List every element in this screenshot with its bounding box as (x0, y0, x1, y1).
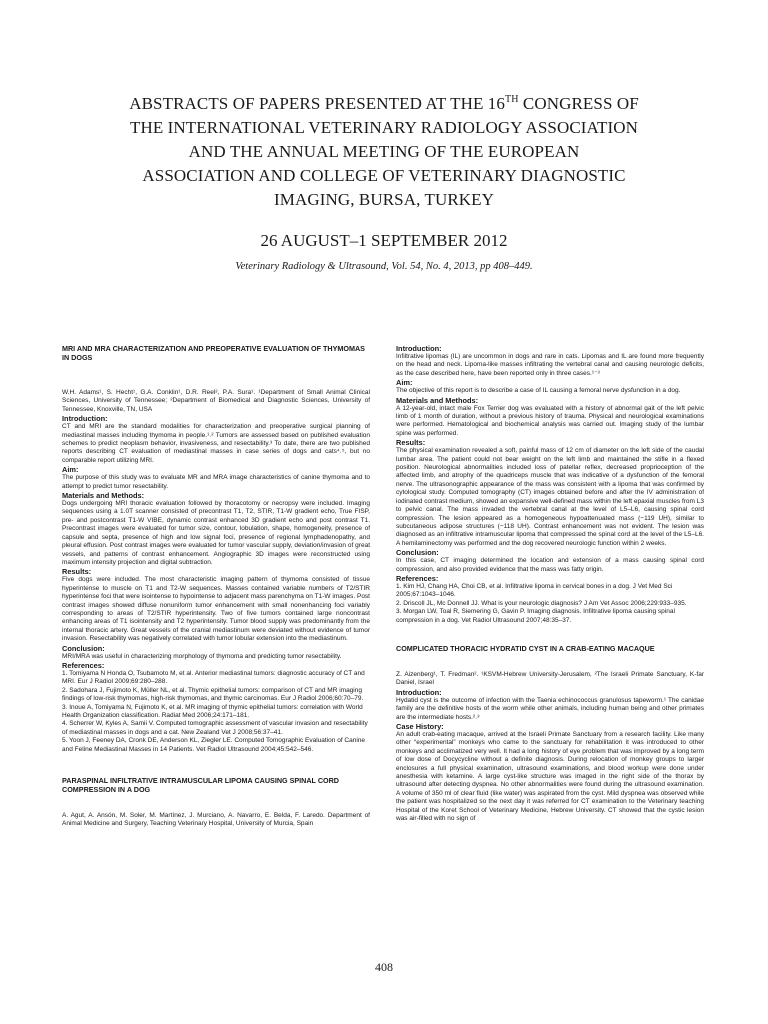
section-introduction: Hydatid cyst is the outcome of infection with the Taenia echinococcus granulosus tapeworm.¹ The canidae family are the definitive hosts of the worm while other animals, including human being and other primates are the intermediate hosts.²˒³ (396, 696, 704, 721)
title-line-1-post: CONGRESS OF (518, 94, 639, 113)
abstract-lipoma-header (62, 776, 370, 829)
section-heading-introduction: Introduction: (396, 687, 442, 697)
reference-item: 2. Driscoll JL, Mc Donnell JJ. What is your neurologic diagnosis? J Am Vet Assoc 2006;229:933–935. (396, 599, 687, 607)
title-line-1-pre: ABSTRACTS OF PAPERS PRESENTED AT THE 16 (129, 94, 506, 113)
abstract-hydatid-cyst (396, 644, 704, 824)
reference-item: 5. Yoon J, Feeney DA, Cronk DE, Anderson KL, Ziegler LE. Computed Tomographic Evaluation of Canine and Feline Mediastinal Masses in 14 Patients. Vet Radiol Ultrasound 2004;45:542–546. (62, 737, 366, 753)
title-line-4: ASSOCIATION AND COLLEGE OF VETERINARY DIAGNOSTIC (142, 166, 626, 185)
reference-item: 4. Scherrer W, Kyles A, Samii V. Computed tomographic assessment of vascular invasion and resectability of mediastinal masses in dogs and a cat. New Zealand Vet J 2008;56:37–41. (62, 720, 368, 736)
reference-item: 1. Tomiyama N Honda O, Tsubamoto M, et al. Anterior mediastinal tumors: diagnostic accuracy of CT and MRI. Eur J Radiol 2009;69:280–288. (62, 669, 365, 686)
section-conclusion: MRI/MRA was useful in characterizing morphology of thymoma and predicting tumor resectability. (62, 652, 342, 660)
page-number: 408 (375, 960, 393, 974)
section-heading-references: References: (396, 573, 439, 583)
section-heading-references: References: (62, 660, 105, 670)
left-column (62, 344, 370, 829)
congress-dates: 26 AUGUST–1 SEPTEMBER 2012 (260, 231, 508, 250)
section-heading-results: Results: (396, 438, 426, 448)
abstract-lipoma-body (396, 344, 704, 625)
abstract-title: PARASPINAL INFILTRATIVE INTRAMUSCULAR LIPOMA CAUSING SPINAL CORD COMPRESSION IN A DOG (62, 776, 339, 795)
title-line-5: IMAGING, BURSA, TURKEY (273, 190, 495, 209)
proceedings-title (40, 92, 728, 212)
journal-citation: Veterinary Radiology & Ultrasound, Vol. 54, No. 4, 2013, pp 408–449. (235, 261, 533, 272)
abstract-authors: W.H. Adams¹, S. Hecht¹, G.A. Conklin¹, D.R. Reel², P.A. Sura¹. ¹Department of Small Animal Clinical Sciences, University of Tennessee; ²Department of Biomedical and Diagnostic Sciences, University of Tennessee, Knoxville, TN, USA (62, 389, 370, 413)
section-results: The physical examination revealed a soft, painful mass of 12 cm of diameter on the left side of the caudal lumbar area. The patient could not bear weight on the left limb and maintained the stifle in a flexed position. Neurological abnormalities included loss of patellar reflex, decreased proprioception of the affected limb, and atrophy of the quadriceps muscle that was indicative of a dysfunction of the femoral nerve. The ultrasonographic appearance of the mass was consistent with a lipoma that was confirmed by cytological study. Computed tomography (CT) images obtained before and after the IV administration of iodinated contrast medium, showed an expansive well-defined mass within the left epaxial muscles from L3 to pelvic canal. The mass invaded the vertebral canal at the level of L5–L6, causing spinal cord compression. The lesion appeared as a homogeneous hypoattenuated mass (−119 UH), similar to subcutaneous adipose structures (−118 UH). Contrast enhancement was not evident. The lesion was diagnosed as an infiltrative intramuscular lipoma that compressed the spinal cord at the level of the L5–L6. A hemilaminectomy was performed and the dog recovered neurologic function within 2 weeks. (396, 447, 704, 547)
title-ordinal-suffix: TH (505, 94, 519, 105)
section-case-history: An adult crab-eating macaque, arrived at the Israeli Primate Sanctuary from a research facility. Like many other “experimental” monkeys who came to the sanctuary for rehabilitation it was introduced to other monkeys and acclimatized very well. It had a long history of eye problem that was improved by a long term of low dose of Docycycline without a definite diagnosis. During relocation of monkey groups to larger enclosures a full physical examination, ultrasound examinations, and blood workup were done under anesthesia with ketamine. A large cyst-like structure was imaged in the right side of the thorax by ultrasound after detecting dyspnea. No other abnormalities were found during the ultrasound examination. A volume of 350 ml of clear fluid (like water) was aspirated from the cyst. Mild dyspnea was observed while the patient was hospitalized so the next day it was referred for CT examination to the Veterinary teaching Hospital of the Koret School of Veterinary Medicine, Hebrew University. CT showed that the cystic lesion was air-filled with no sign of (396, 731, 704, 823)
section-heading-conclusion: Conclusion: (396, 548, 439, 558)
section-introduction: CT and MRI are the standard modalities for characterization and preoperative surgical planning of mediastinal masses including thymoma in people.¹˒² Tumors are assessed based on published evaluation schemes to predict neoplasm behavior, invasiveness, and resectability.³ To date, there are two published reports describing CT evaluation of mediastinal masses in case series of dogs and cats⁴˒⁵, but no comparable report utilizing MRI. (62, 423, 370, 464)
section-heading-conclusion: Conclusion: (62, 643, 105, 653)
abstract-title: MRI AND MRA CHARACTERIZATION AND PREOPERATIVE EVALUATION OF THYMOMAS IN DOGS (62, 344, 365, 362)
title-line-3: AND THE ANNUAL MEETING OF THE EUROPEAN (188, 142, 580, 161)
section-conclusion: In this case, CT imaging determined the location and extension of a mass causing spinal cord compression, and also provided evidence that the mass was fatty origin. (396, 557, 704, 573)
section-heading-methods: Materials and Methods: (62, 491, 145, 501)
page-header (40, 92, 728, 274)
section-aim: The purpose of this study was to evaluate MR and MRA image characteristics of canine thymoma and to attempt to predict tumor resectability. (62, 474, 370, 490)
section-methods: A 12-year-old, intact male Fox Terrier dog was evaluated with a history of abnormal gait of the left pelvic limb of 1 month of duration, without a previous history of trauma. Physical and neurological examinations were performed. Hematological and biochemical analysis was carried out. Imaging study of the lumbar spine was performed. (396, 404, 704, 437)
reference-list (62, 670, 370, 754)
section-heading-introduction: Introduction: (62, 414, 108, 424)
title-line-2: THE INTERNATIONAL VETERINARY RADIOLOGY ASSOCIATION (129, 118, 639, 137)
section-methods: Dogs undergoing MRI thoracic evaluation followed by thoracotomy or necropsy were included. Imaging sequences using a 1.0T scanner consisted of precontrast T1, T2, STIR, T1-W gradient echo, True FISP, pre- and postcontrast T1-W VIBE, dynamic contrast enhanced 3D gradient echo and post contrast T1. Precontrast images were evaluated for tumor size, contour, lobulation, shape, homogeneity, presence of capsule and septa, presence of high and low signal foci, presence of regional lymphadenopathy, and pleural effusion. Post contrast images were evaluated for tumor vascular supply, deviation/invasion of great vessels, and patterns of contrast enhancement. Angiographic 3D images were reconstructed using maximum intensity projection and digital subtraction. (62, 500, 370, 566)
section-heading-results: Results: (62, 567, 92, 577)
right-column (396, 344, 704, 823)
abstract-thymoma (62, 344, 370, 754)
section-heading-case-history: Case History: (396, 722, 444, 731)
reference-list (396, 583, 704, 625)
abstract-title: COMPLICATED THORACIC HYDRATID CYST IN A CRAB-EATING MACAQUE (396, 643, 655, 653)
section-heading-aim: Aim: (62, 465, 79, 475)
abstract-authors: Z. Aizenberg¹, T. Fredman². ¹KSVM-Hebrew University-Jerusalem, ²The Israeli Primate Sanctuary, K-far Daniel, Israel (396, 670, 704, 687)
reference-item: 2. Sadohara J, Fujimoto K, Müller NL, et al. Thymic epithelial tumors: comparison of CT and MR imaging findings of low-risk thymomas, high-risk thymomas, and thymic carcinomas. Eur J Radiol 2006;60:70–79. (62, 686, 364, 703)
reference-item: 1. Kim HJ, Chang HA, Choi CB, et al. Infiltrative lipoma in cervical bones in a dog. J Vet Med Sci 2005;67:1043–1046. (396, 582, 673, 599)
section-heading-methods: Materials and Methods: (396, 395, 479, 405)
section-introduction: Infiltrative lipomas (IL) are uncommon in dogs and rare in cats. Lipomas and IL are found more frequently on the head and neck. Lipoma-like masses infiltrating the vertebral canal and causing neurologic deficits, as the case described here, have been reported only in three cases.¹⁻³ (396, 353, 704, 377)
section-heading-aim: Aim: (396, 378, 413, 388)
section-results: Five dogs were included. The most characteristic imaging pattern of thymoma consisted of tissue hyperintense to muscle on T1 and T2-W sequences. Masses contained variable numbers of T2/STIR hyperintense foci that were isointense to hypointense to adjacent mass parenchyma on T1-W images. Post contrast images showed diffuse nonuniform tumor enhancement with small nonenhancing foci variably corresponding to areas of T2/STIR hyperintensity. Two of five tumors contained large noncontrast enhancing areas of T1 isointensity and T2 hyperintensity. Tumor blood supply was predominantly from the internal thoracic artery. Great vessels of the cranial mediastinum were deviated without evidence of tumor invasion. Resectability was negatively correlated with tumor lobular extension into the mediastinum. (62, 576, 370, 643)
abstract-authors: A. Agut, A. Ansón, M. Soler, M. Martínez, J. Murciano, A. Navarro, E. Belda, F. Laredo. Department of Animal Medicine and Surgery, Teaching Veterinary Hospital, University of Murcia, Spain (62, 812, 370, 828)
section-aim: The objective of this report is to describe a case of IL causing a femoral nerve dysfunction in a dog. (396, 387, 681, 395)
section-heading-introduction: Introduction: (396, 344, 442, 353)
reference-item: 3. Inoue A, Tomiyama N, Fujimoto K, et al. MR imaging of thymic epithelial tumors: correlation with World Health Organization classification. Radiat Med 2006;24:171–181. (62, 703, 363, 719)
reference-item: 3. Morgan LW, Toal R, Siemering G, Gavin P. Imaging diagnosis. Infiltrative lipoma causing spinal compression in a dog. Vet Radiol Ultrasound 2007;48:35–37. (396, 608, 675, 624)
